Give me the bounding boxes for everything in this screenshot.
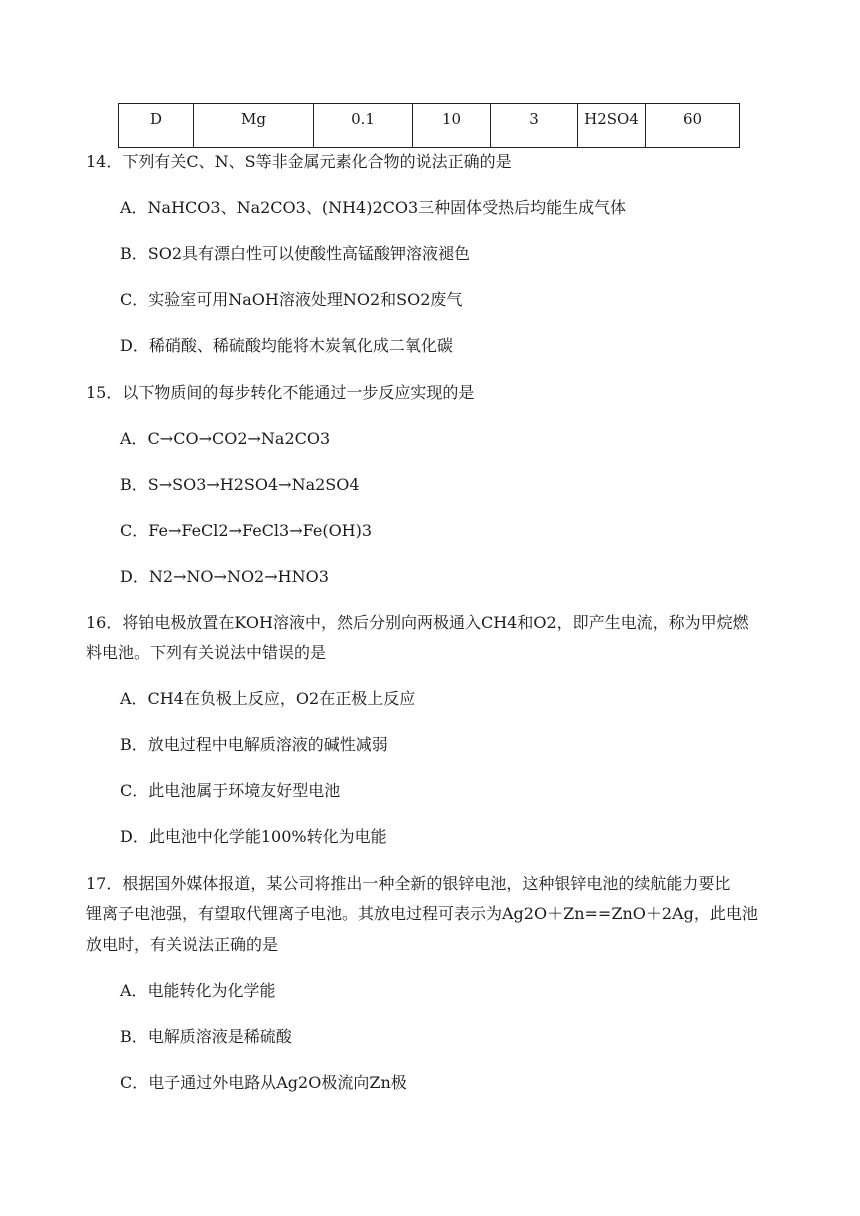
question-16-stem-line-2: 料电池。下列有关说法中错误的是 [86,643,327,662]
question-17-stem-line-3: 放电时，有关说法正确的是 [86,935,279,954]
question-16-option-d: D．此电池中化学能100%转化为电能 [120,827,387,846]
question-15-option-c: C．Fe→FeCl2→FeCl3→Fe(OH)3 [120,521,373,540]
question-16-stem-line-1: 16．将铂电极放置在KOH溶液中，然后分别向两极通入CH4和O2，即产生电流，称为甲烷燃 [86,613,749,632]
question-17-stem-line-2: 锂离子电池强，有望取代锂离子电池。其放电过程可表示为Ag2O＋Zn==ZnO＋2Ag，此电池 [86,904,758,923]
question-16-option-a: A．CH4在负极上反应，O2在正极上反应 [120,689,416,708]
table-cell: 10 [413,104,491,147]
question-15-stem: 15．以下物质间的每步转化不能通过一步反应实现的是 [86,383,475,402]
question-15-option-a: A．C→CO→CO2→Na2CO3 [120,429,331,448]
question-15-option-d: D．N2→NO→NO2→HNO3 [120,567,329,586]
table-cell: Mg [194,104,314,147]
table-cell: 3 [491,104,578,147]
data-table-row [118,103,740,148]
table-cell: 0.1 [314,104,413,147]
table-cell: 60 [682,110,703,128]
question-14-stem: 14．下列有关C、N、S等非金属元素化合物的说法正确的是 [86,152,512,171]
question-14-option-b: B．SO2具有漂白性可以使酸性高锰酸钾溶液褪色 [120,244,471,263]
question-17-option-c: C．电子通过外电路从Ag2O极流向Zn极 [120,1073,407,1092]
question-14-option-a: A．NaHCO3、Na2CO3、(NH4)2CO3三种固体受热后均能生成气体 [120,198,627,217]
table-cell: H2SO4 [578,104,646,147]
question-17-stem-line-1: 17．根据国外媒体报道，某公司将推出一种全新的银锌电池，这种银锌电池的续航能力要比 [86,874,731,893]
question-15-option-b: B．S→SO3→H2SO4→Na2SO4 [120,475,360,494]
question-16-option-c: C．此电池属于环境友好型电池 [120,781,341,800]
question-14-option-d: D．稀硝酸、稀硫酸均能将木炭氧化成二氧化碳 [120,336,453,355]
table-cell: D [119,104,194,147]
question-17-option-b: B．电解质溶液是稀硫酸 [120,1027,292,1046]
question-16-option-b: B．放电过程中电解质溶液的碱性减弱 [120,735,388,754]
question-14-option-c: C．实验室可用NaOH溶液处理NO2和SO2废气 [120,290,463,309]
question-17-option-a: A．电能转化为化学能 [120,981,276,1000]
